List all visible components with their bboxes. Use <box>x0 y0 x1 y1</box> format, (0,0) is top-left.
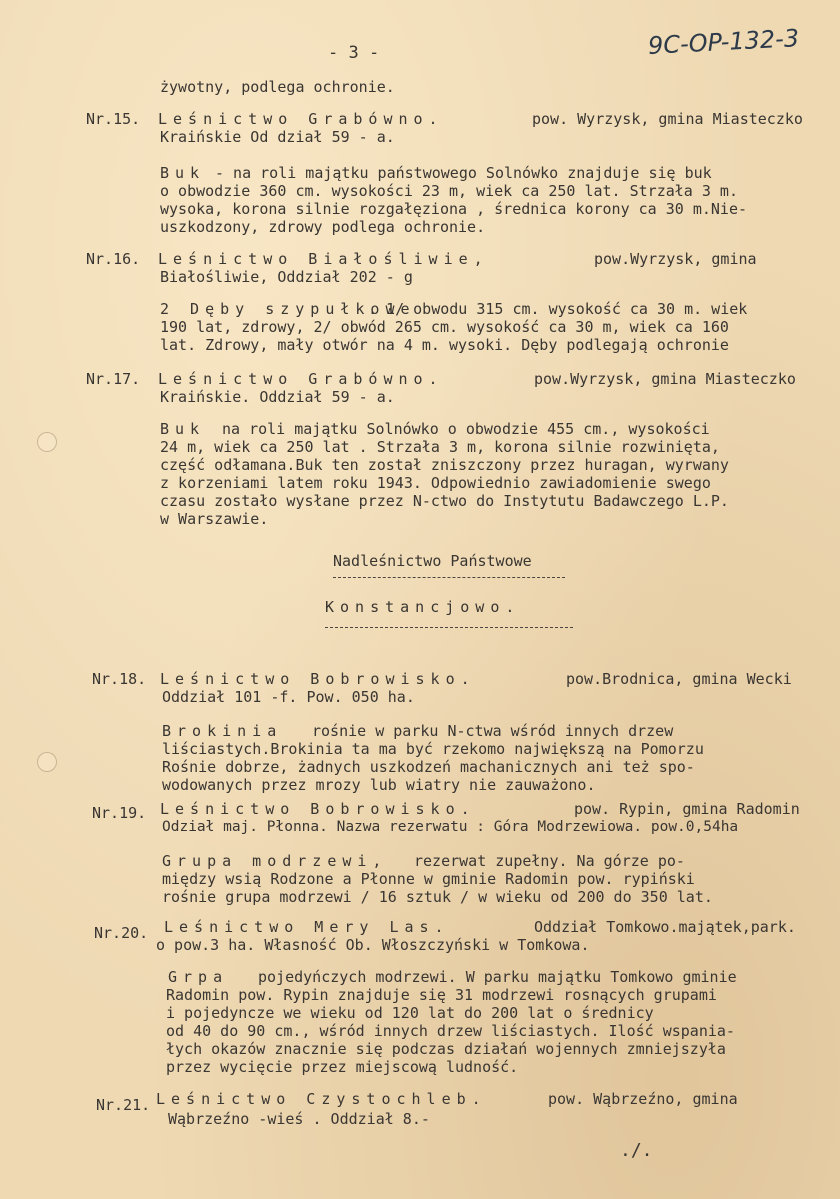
section-underline <box>333 577 565 578</box>
entry-body-line: pojedyńczych modrzewi. W parku majątku Tomkowo gminie <box>258 968 737 986</box>
entry-number: Nr.17. <box>86 370 141 388</box>
entry-title: Leśnictwo Czystochleb. <box>156 1090 487 1108</box>
entry-body-lead: Grpa <box>168 968 229 986</box>
entry-body-line: z korzeniami latem roku 1943. Odpowiednio zawiadomienie swego <box>160 474 711 492</box>
entry-title: Leśnictwo Grabówno. <box>158 110 444 128</box>
entry-location-line2: Odział maj. Płonna. Nazwa rezerwatu : Góra Modrzewiowa. pow.0,54ha <box>162 819 739 835</box>
punch-hole <box>37 432 57 452</box>
archive-mark: 9C-OP-132-3 <box>647 24 800 60</box>
entry-body-line: uszkodzony, zdrowy podlega ochronie. <box>160 218 486 236</box>
entry-body-lead: Brokinia <box>162 722 283 740</box>
entry-body-line: w Warszawie. <box>160 510 269 528</box>
entry-body-line: przez wycięcie przez miejscową ludność. <box>166 1058 519 1076</box>
entry-location-line2: Wąbrzeźno -wieś . Oddział 8.- <box>168 1110 430 1128</box>
entry-number: Nr.19. <box>92 804 147 822</box>
entry-title: Leśnictwo Grabówno. <box>158 370 444 388</box>
entry-body-line: część odłamana.Buk ten został zniszczony przez huragan, wyrwany <box>160 456 729 474</box>
entry-location-line2: Kraińskie Od dział 59 - a. <box>160 128 395 146</box>
entry-number: Nr.21. <box>96 1096 151 1114</box>
entry-body-line: rośnie w parku N-ctwa wśród innych drzew <box>312 722 674 740</box>
entry-location-line2: Kraińskie. Oddział 59 - a. <box>160 388 395 406</box>
entry-body-lead: Buk <box>160 164 206 182</box>
entry-body-line: Rośnie dobrze, żadnych uszkodzeń machanicznych ani też spo- <box>162 758 695 776</box>
entry-body-line: od 40 do 90 cm., wśród innych drzew liściastych. Ilość wspania- <box>166 1022 735 1040</box>
entry-body-line: o obwodzie 360 cm. wysokości 23 m, wiek ca 250 lat. Strzała 3 m. <box>160 182 738 200</box>
entry-body-line: między wsią Rodzone a Płonne w gminie Radomin pow. rypiński <box>162 870 695 888</box>
section-subtitle: Konstancjowo. <box>325 598 521 616</box>
entry-body-line: - na roli majątku państwowego Solnówko znajduje się buk <box>215 164 712 182</box>
entry-body-line: czasu zostało wysłane przez N-ctwo do Instytutu Badawczego L.P. <box>160 492 729 510</box>
entry-location-line2: Białośliwie, Oddział 202 - g <box>160 268 413 286</box>
entry-body-line: na roli majątku Solnówko o obwodzie 455 cm., wysokości <box>222 420 710 438</box>
entry-location: pow.Wyrzysk, gmina Miasteczko <box>534 370 796 388</box>
entry-location: pow.Brodnica, gmina Wecki <box>566 670 792 688</box>
entry-title: Leśnictwo Bobrowisko. <box>160 670 476 688</box>
entry-body-line: lat. Zdrowy, mały otwór na 4 m. wysoki. Dęby podlegają ochronie <box>160 336 729 354</box>
entry-number: Nr.16. <box>86 250 141 268</box>
entry-title: Leśnictwo Białośliwie, <box>158 250 489 268</box>
entry-location: pow. Wąbrzeźno, gmina <box>548 1090 738 1108</box>
entry-title: Leśnictwo Bobrowisko. <box>160 800 476 818</box>
entry-location-line2: Oddział 101 -f. Pow. 050 ha. <box>162 688 415 706</box>
entry-number: Nr.15. <box>86 110 141 128</box>
entry-body-line: 190 lat, zdrowy, 2/ obwód 265 cm. wysokość ca 30 m, wiek ca 160 <box>160 318 729 336</box>
entry-body-lead: Buk <box>160 420 206 438</box>
entry-body-line: rezerwat zupełny. Na górze po- <box>414 852 685 870</box>
entry-body-line: wysoka, korona silnie rozgałęziona , średnica korony ca 30 m.Nie- <box>160 200 747 218</box>
entry-location-line2: o pow.3 ha. Własność Ob. Włoszczyński w Tomkowa. <box>156 936 590 954</box>
section-title: Nadleśnictwo Państwowe <box>333 552 532 570</box>
entry-body-line: liściastych.Brokinia ta ma być rzekomo największą na Pomorzu <box>162 740 704 758</box>
entry-body-line: 24 m, wiek ca 250 lat . Strzała 3 m, korona silnie rozwinięta, <box>160 438 720 456</box>
entry-body-lead: Grupa modrzewi, <box>162 852 388 870</box>
entry-body-line: łych okazów znacznie się podczas działań wojennych zmniejszyła <box>166 1040 726 1058</box>
entry-location: Oddział Tomkowo.majątek,park. <box>534 918 796 936</box>
entry-body-line: rośnie grupa modrzewi / 16 sztuk / w wieku od 200 do 350 lat. <box>162 888 713 906</box>
intro-line: żywotny, podlega ochronie. <box>160 78 395 96</box>
entry-body-line: Radomin pow. Rypin znajduje się 31 modrzewi rosnących grupami <box>166 986 717 1004</box>
entry-location: pow. Rypin, gmina Radomin <box>574 800 800 818</box>
entry-title: Leśnictwo Mery Las. <box>164 918 450 936</box>
entry-number: Nr.20. <box>94 924 149 942</box>
entry-number: Nr.18. <box>92 670 147 688</box>
entry-body-line: . 1/ obwodu 315 cm. wysokość ca 30 m. wiek <box>368 300 748 318</box>
entry-location: pow. Wyrzysk, gmina Miasteczko <box>532 110 803 128</box>
section-underline <box>325 627 573 628</box>
punch-hole <box>37 752 57 772</box>
entry-body-line: i pojedyncze we wieku od 120 lat do 200 lat o średnicy <box>166 1004 654 1022</box>
page-number: - 3 - <box>328 43 380 63</box>
entry-body-line: wodowanych przez mrozy lub wiatry nie zauważono. <box>162 776 596 794</box>
entry-location: pow.Wyrzysk, gmina <box>594 250 757 268</box>
continuation-mark: ./. <box>620 1140 653 1161</box>
entry-body-lead: 2 Dęby szypułkowe <box>160 300 416 318</box>
